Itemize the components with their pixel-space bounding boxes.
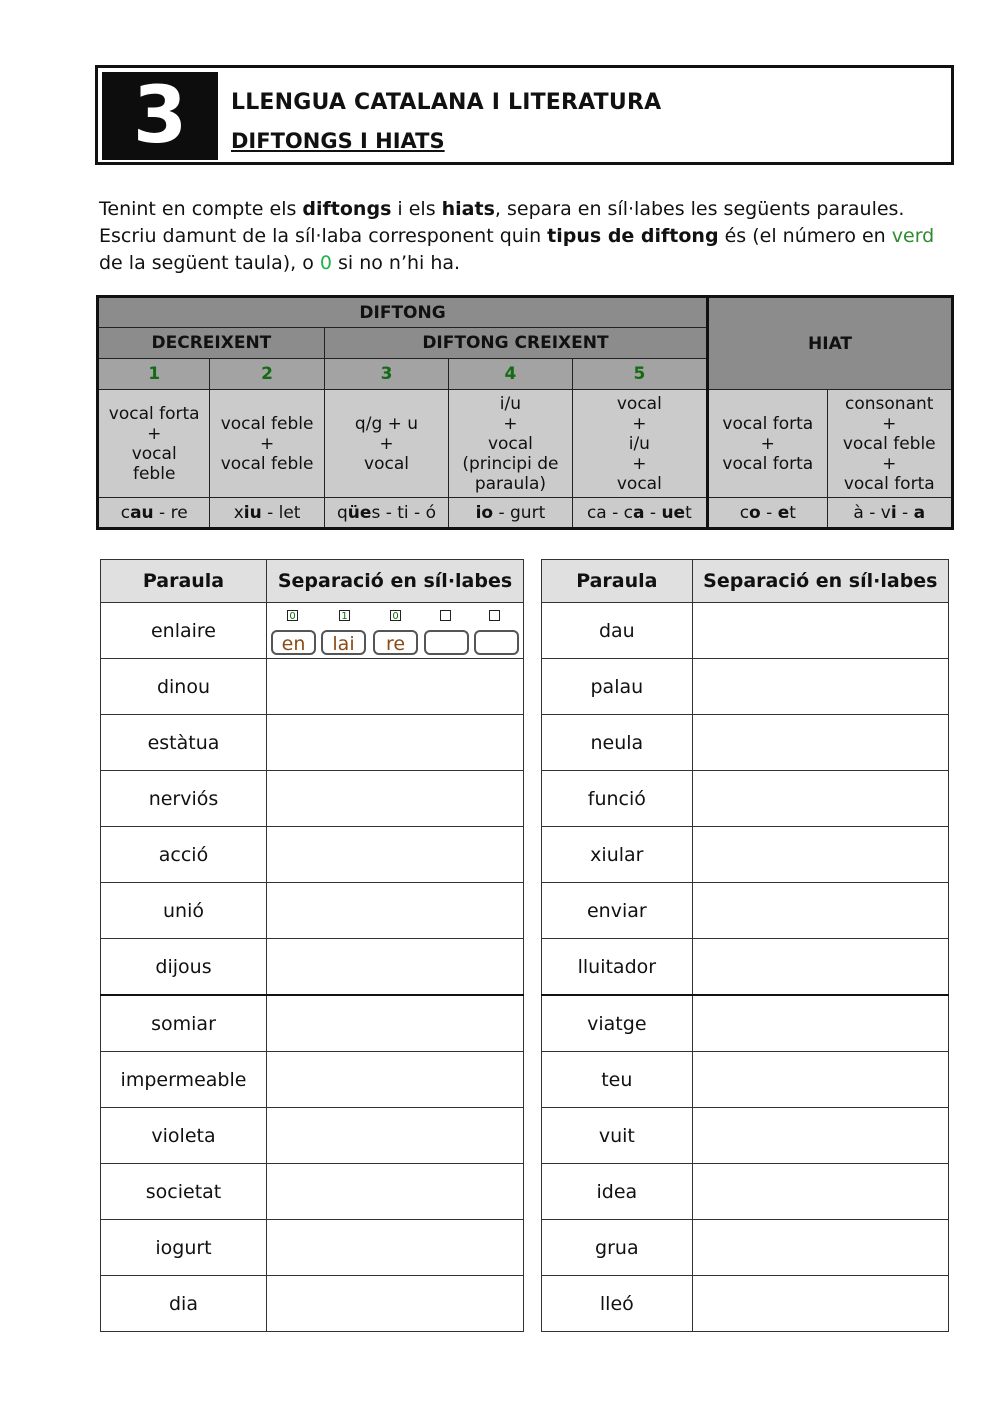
word-table-right [541,559,949,1332]
type-number: 5 [572,359,707,390]
syllable-cell[interactable] [267,771,524,827]
syllable-cell[interactable] [692,827,948,883]
type-number: 2 [210,359,324,390]
type-number: 1 [98,359,210,390]
creixent-header: DIFTONG CREIXENT [324,328,707,359]
word-cell: dia [101,1276,267,1332]
word-cell: dinou [101,659,267,715]
type-description: consonant + vocal feble + vocal forta [827,390,953,498]
type-checkbox[interactable]: 0 [287,610,298,621]
diftong-header: DIFTONG [98,297,708,328]
syllable-example [267,603,523,658]
type-description: i/u + vocal (principi de paraula) [449,390,572,498]
syllable-cell [267,603,524,659]
word-cell: estàtua [101,715,267,771]
syllable-input[interactable]: en [271,630,316,655]
word-cell: nerviós [101,771,267,827]
word-cell: acció [101,827,267,883]
word-cell: palau [542,659,693,715]
word-cell: neula [542,715,693,771]
syllable-cell[interactable] [692,1108,948,1164]
word-cell: somiar [101,995,267,1052]
example-word: cau - re [98,498,210,529]
word-cell: iogurt [101,1220,267,1276]
syllable-cell[interactable] [267,1164,524,1220]
syllable-cell[interactable] [692,1052,948,1108]
type-description: vocal feble + vocal feble [210,390,324,498]
word-cell: enviar [542,883,693,939]
type-checkbox[interactable] [489,610,500,621]
word-cell: dau [542,603,693,659]
type-number: 3 [324,359,448,390]
syllable-cell[interactable] [692,939,948,996]
column-header-word: Paraula [101,560,267,603]
type-description: vocal + i/u + vocal [572,390,707,498]
column-header-word: Paraula [542,560,693,603]
syllable-cell[interactable] [692,995,948,1052]
instructions: Tenint en compte els diftongs i els hiats, separa en síl·labes les següents paraules. Escriu damunt de la síl·laba corresponent quin tipus de diftong és (el número en verd de la següent taula), o 0 si no n’hi ha. [99,198,935,274]
syllable-input[interactable]: lai [321,630,366,655]
word-cell: lluitador [542,939,693,996]
word-cell: teu [542,1052,693,1108]
syllable-input[interactable] [424,630,469,655]
syllable-cell[interactable] [692,715,948,771]
syllable-cell[interactable] [267,1220,524,1276]
type-checkbox[interactable]: 1 [339,610,350,621]
type-description: q/g + u + vocal [324,390,448,498]
syllable-cell[interactable] [267,939,524,996]
column-header-syllables: Separació en síl·labes [692,560,948,603]
syllable-cell[interactable] [267,715,524,771]
word-cell: impermeable [101,1052,267,1108]
word-cell: vuit [542,1108,693,1164]
subject-title: LLENGUA CATALANA I LITERATURA [231,90,662,115]
example-word: à - vi - a [827,498,953,529]
syllable-cell[interactable] [267,659,524,715]
syllable-cell[interactable] [692,771,948,827]
syllable-cell[interactable] [267,1108,524,1164]
example-word: xiu - let [210,498,324,529]
syllable-cell[interactable] [692,1276,948,1332]
word-cell: unió [101,883,267,939]
syllable-cell[interactable] [267,1276,524,1332]
syllable-cell[interactable] [267,883,524,939]
syllable-cell[interactable] [267,1052,524,1108]
word-cell: societat [101,1164,267,1220]
type-description: vocal forta + vocal feble [98,390,210,498]
worksheet-header [95,65,954,165]
decreixent-header: DECREIXENT [98,328,325,359]
example-word: co - et [708,498,827,529]
topic-title: DIFTONGS I HIATS [231,129,445,153]
word-cell: lleó [542,1276,693,1332]
word-cell: grua [542,1220,693,1276]
syllable-input[interactable] [474,630,519,655]
word-cell: funció [542,771,693,827]
word-cell: xiular [542,827,693,883]
word-cell: violeta [101,1108,267,1164]
diphthong-reference-table [96,295,954,530]
syllable-cell[interactable] [692,883,948,939]
word-cell: idea [542,1164,693,1220]
word-cell: enlaire [101,603,267,659]
syllable-cell[interactable] [267,995,524,1052]
syllable-cell[interactable] [692,659,948,715]
word-cell: dijous [101,939,267,996]
word-table-left [100,559,524,1332]
hiat-header: HIAT [708,297,953,390]
unit-number: 3 [102,72,218,160]
type-number: 4 [449,359,572,390]
syllable-cell[interactable] [267,827,524,883]
syllable-cell[interactable] [692,1164,948,1220]
syllable-input[interactable]: re [373,630,418,655]
syllable-cell[interactable] [692,603,948,659]
type-checkbox[interactable] [440,610,451,621]
column-header-syllables: Separació en síl·labes [267,560,524,603]
example-word: qües - ti - ó [324,498,448,529]
syllable-cell[interactable] [692,1220,948,1276]
word-cell: viatge [542,995,693,1052]
example-word: ca - ca - uet [572,498,707,529]
type-description: vocal forta + vocal forta [708,390,827,498]
example-word: io - gurt [449,498,572,529]
type-checkbox[interactable]: 0 [390,610,401,621]
